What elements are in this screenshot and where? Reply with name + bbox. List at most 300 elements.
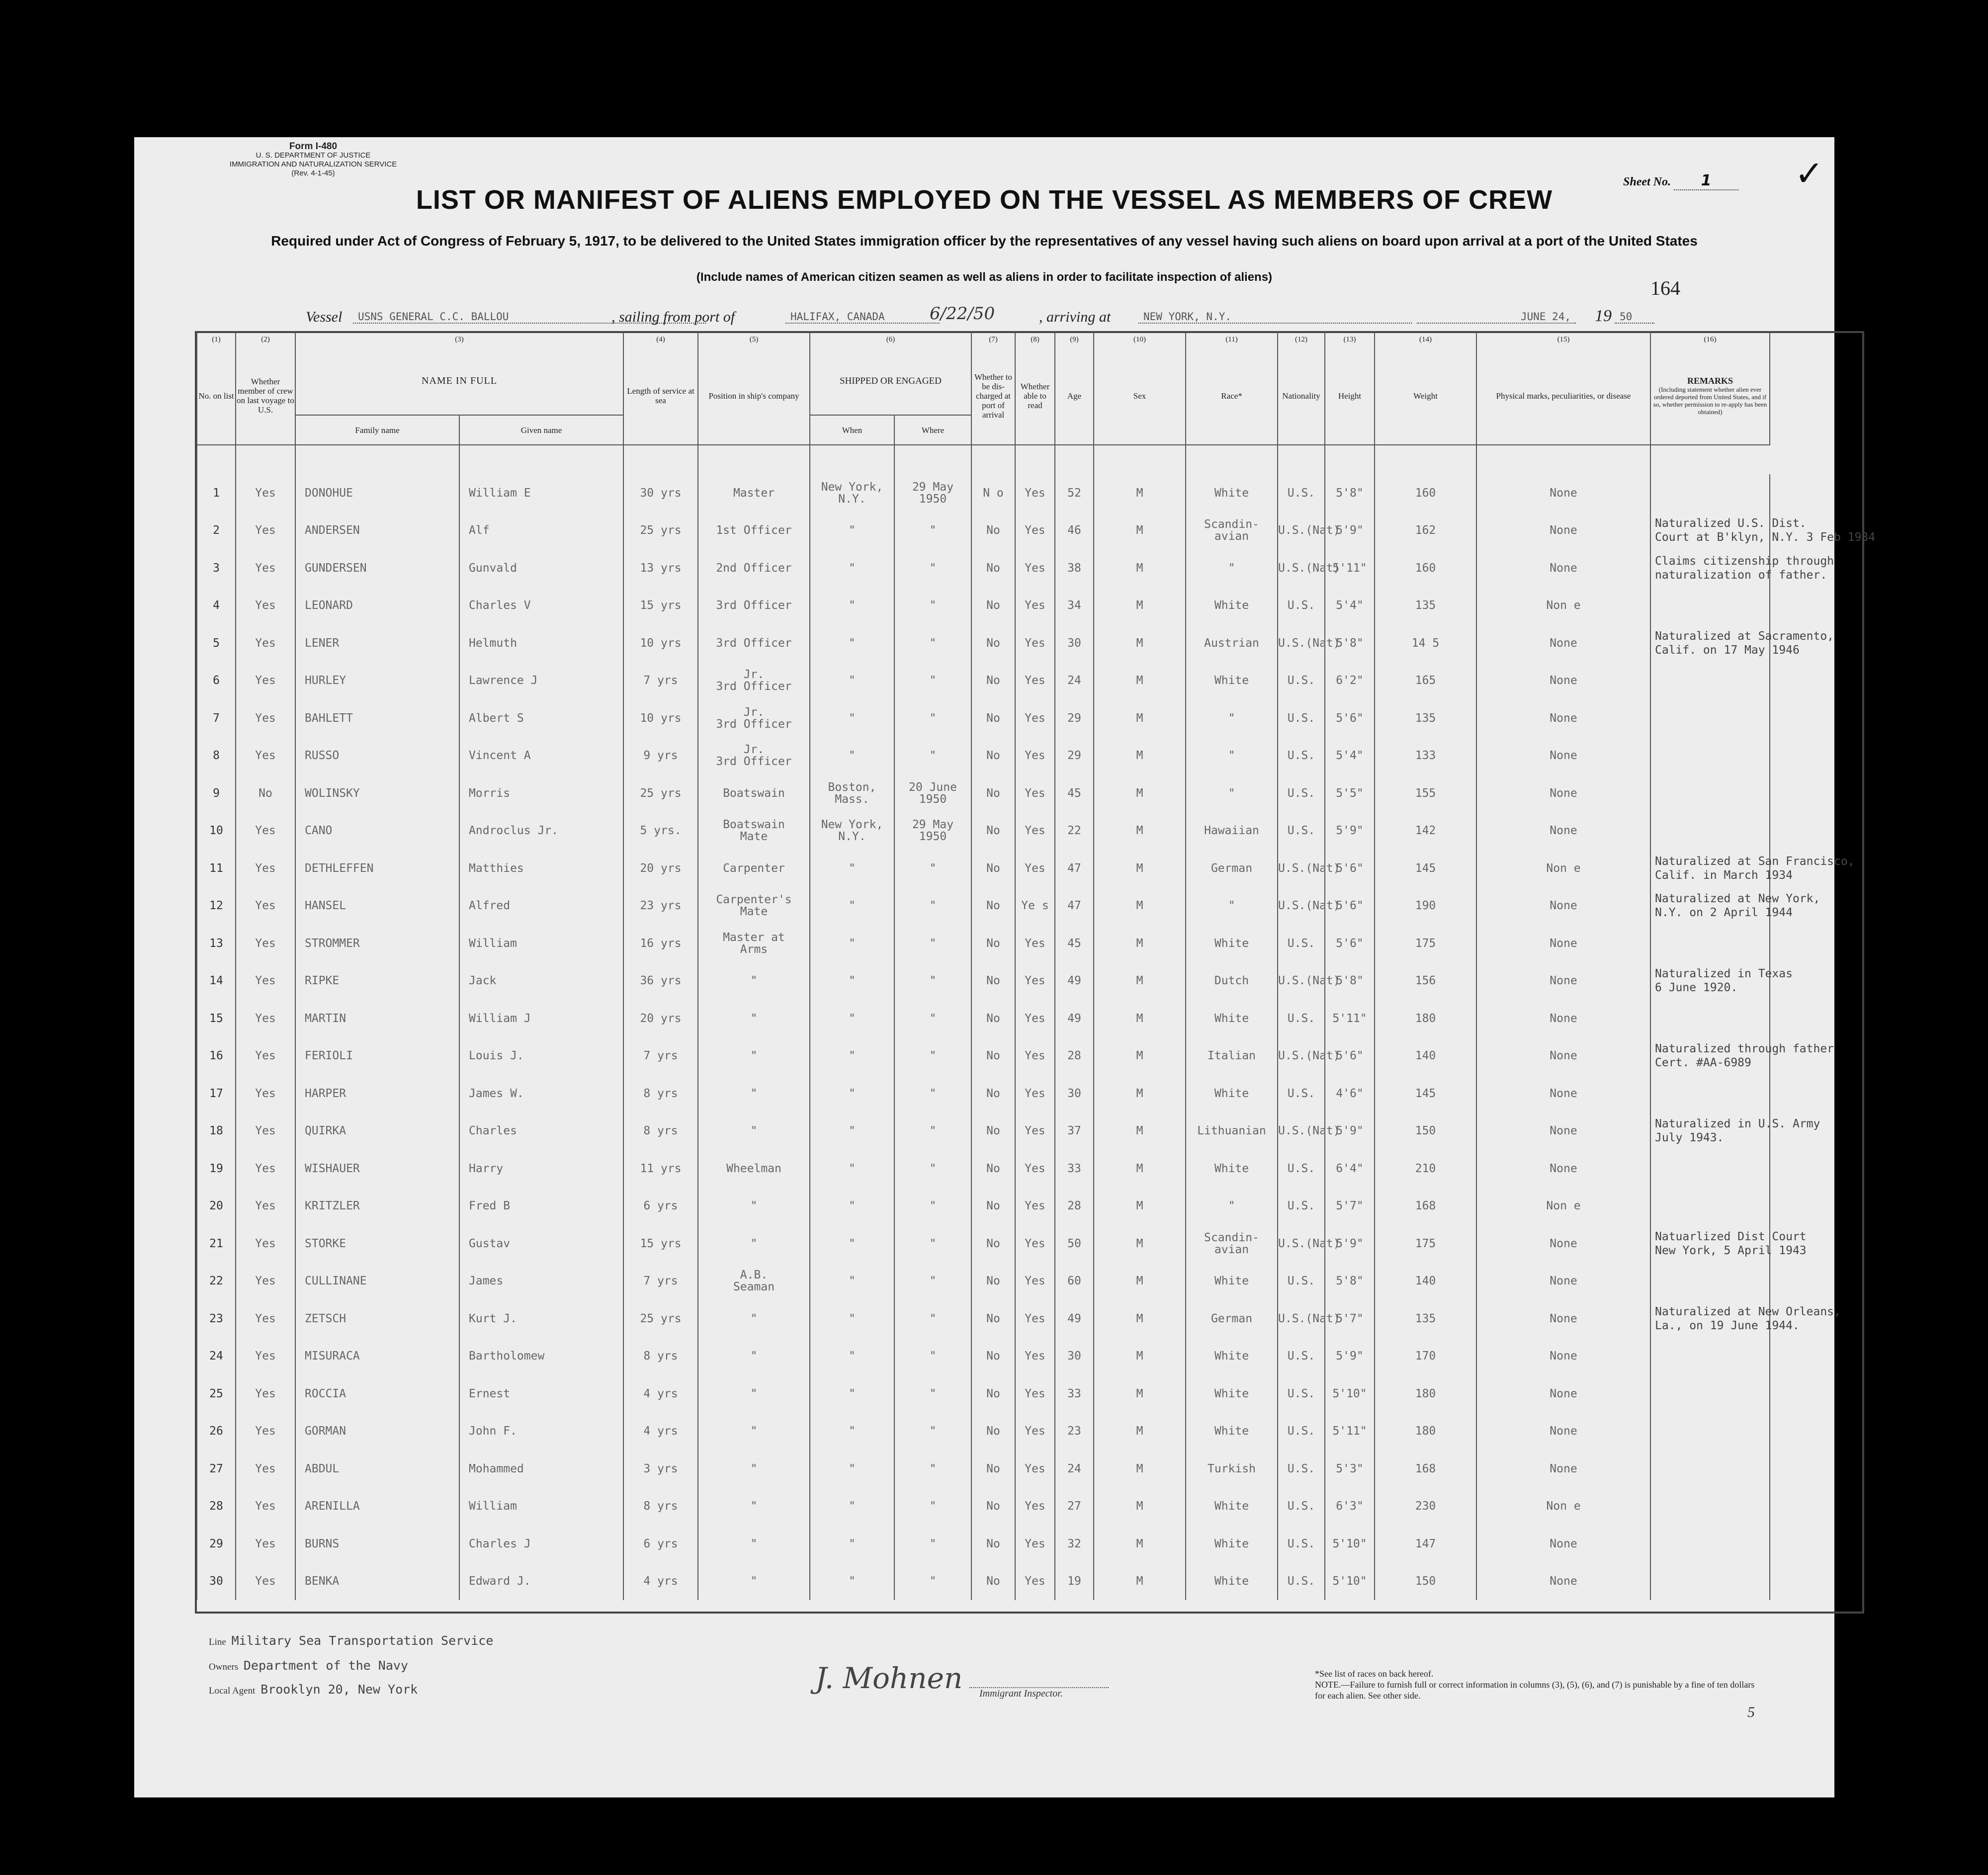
service-length-cell: 4 yrs [623, 1413, 698, 1450]
height-cell: 5'9" [1325, 1112, 1375, 1150]
col-num: (12) [1278, 332, 1325, 347]
nationality-cell: U.S.(Nat) [1278, 1037, 1325, 1075]
table-row [197, 699, 1770, 737]
header-physical-marks: Physical marks, peculiarities, or disease [1476, 347, 1650, 445]
header-family-name: Family name [295, 415, 459, 445]
physical-marks-cell: Non e [1476, 1188, 1650, 1225]
shipped-where-cell: " [894, 1525, 971, 1563]
nationality-cell: U.S. [1278, 774, 1325, 812]
age-cell: 30 [1055, 624, 1094, 662]
last-voyage-cell: Yes [236, 662, 295, 700]
footer-owners-value: Department of the Navy [243, 1658, 408, 1673]
shipped-when-cell: " [810, 549, 894, 587]
shipped-when-cell: " [810, 1450, 894, 1488]
shipped-where-cell: " [894, 1375, 971, 1413]
service-length-cell: 6 yrs [623, 1188, 698, 1225]
service-length-cell: 25 yrs [623, 512, 698, 550]
last-voyage-cell: Yes [236, 1375, 295, 1413]
position-cell: " [698, 1300, 810, 1338]
header-sex: Sex [1094, 347, 1186, 445]
remarks-cell: Naturalized in Texas 6 June 1920. [1650, 962, 1770, 1000]
family-name-cell: ARENILLA [295, 1488, 459, 1526]
race-cell: " [1186, 774, 1278, 812]
year-prefix: 19 [1595, 307, 1612, 325]
remarks-cell [1650, 1488, 1770, 1526]
weight-cell: 175 [1375, 1225, 1476, 1263]
height-cell: 5'6" [1325, 1037, 1375, 1075]
physical-marks-cell: None [1476, 1075, 1650, 1112]
weight-cell: 230 [1375, 1488, 1476, 1526]
table-row [197, 812, 1770, 850]
family-name-cell: DONOHUE [295, 474, 459, 512]
row-number: 29 [197, 1525, 236, 1563]
service-length-cell: 25 yrs [623, 1300, 698, 1338]
sheet-number-label: Sheet No. [1623, 175, 1671, 188]
shipped-where-cell: " [894, 1413, 971, 1450]
shipped-where-cell: " [894, 662, 971, 700]
header-remarks-note: (Including statement whether alien ever ordered deported from United States, and if so, whether permission to re-apply has been obtained) [1653, 385, 1767, 416]
physical-marks-cell: None [1476, 1413, 1650, 1450]
shipped-where-cell: " [894, 1075, 971, 1112]
given-name-cell: Alf [459, 512, 623, 550]
physical-marks-cell: None [1476, 1150, 1650, 1188]
row-number: 24 [197, 1338, 236, 1375]
age-cell: 49 [1055, 1300, 1094, 1338]
physical-marks-cell: None [1476, 549, 1650, 587]
discharged-cell: No [971, 699, 1015, 737]
age-cell: 23 [1055, 1413, 1094, 1450]
position-cell: Master [698, 474, 810, 512]
given-name-cell: Charles V [459, 587, 623, 625]
family-name-cell: HARPER [295, 1075, 459, 1112]
col-num: (6) [810, 332, 971, 347]
race-cell: White [1186, 474, 1278, 512]
row-number: 15 [197, 1000, 236, 1037]
sex-cell: M [1094, 1225, 1186, 1263]
row-number: 20 [197, 1188, 236, 1225]
service-length-cell: 7 yrs [623, 1037, 698, 1075]
race-cell: " [1186, 737, 1278, 775]
shipped-where-cell: 29 May 1950 [894, 474, 971, 512]
height-cell: 6'3" [1325, 1488, 1375, 1526]
nationality-cell: U.S. [1278, 1488, 1325, 1526]
weight-cell: 168 [1375, 1188, 1476, 1225]
physical-marks-cell: None [1476, 1300, 1650, 1338]
sex-cell: M [1094, 1338, 1186, 1375]
height-cell: 5'6" [1325, 887, 1375, 925]
shipped-when-cell: " [810, 624, 894, 662]
height-cell: 5'11" [1325, 1413, 1375, 1450]
able-to-read-cell: Yes [1015, 1525, 1055, 1563]
last-voyage-cell: Yes [236, 1188, 295, 1225]
header-remarks-title: REMARKS [1687, 375, 1733, 386]
able-to-read-cell: Yes [1015, 1450, 1055, 1488]
given-name-cell: William E [459, 474, 623, 512]
remarks-cell [1650, 1450, 1770, 1488]
race-cell: " [1186, 1188, 1278, 1225]
remarks-cell [1650, 587, 1770, 625]
discharged-cell: No [971, 1188, 1015, 1225]
col-num: (2) [236, 332, 295, 347]
able-to-read-cell: Yes [1015, 850, 1055, 887]
last-voyage-cell: Yes [236, 850, 295, 887]
remarks-cell [1650, 1188, 1770, 1225]
col-num: (5) [698, 332, 810, 347]
row-number: 27 [197, 1450, 236, 1488]
sex-cell: M [1094, 662, 1186, 700]
row-number: 10 [197, 812, 236, 850]
height-cell: 5'6" [1325, 925, 1375, 962]
col-num: (1) [197, 332, 236, 347]
shipped-where-cell: " [894, 587, 971, 625]
remarks-cell [1650, 812, 1770, 850]
table-row [197, 887, 1770, 925]
last-voyage-cell: Yes [236, 1563, 295, 1601]
check-mark-icon: ✓ [1795, 153, 1824, 194]
position-cell: " [698, 1075, 810, 1112]
service-length-cell: 20 yrs [623, 1000, 698, 1037]
position-cell: Jr. 3rd Officer [698, 737, 810, 775]
shipped-where-cell: " [894, 549, 971, 587]
discharged-cell: No [971, 925, 1015, 962]
family-name-cell: HURLEY [295, 662, 459, 700]
physical-marks-cell: Non e [1476, 850, 1650, 887]
form-service: IMMIGRATION AND NATURALIZATION SERVICE [229, 160, 397, 169]
physical-marks-cell: None [1476, 512, 1650, 550]
sex-cell: M [1094, 1037, 1186, 1075]
discharged-cell: No [971, 1112, 1015, 1150]
height-cell: 5'9" [1325, 1338, 1375, 1375]
row-number: 11 [197, 850, 236, 887]
physical-marks-cell: None [1476, 662, 1650, 700]
given-name-cell: William [459, 1488, 623, 1526]
sex-cell: M [1094, 474, 1186, 512]
discharged-cell: No [971, 774, 1015, 812]
able-to-read-cell: Yes [1015, 1375, 1055, 1413]
crew-table-body [197, 445, 1876, 1600]
shipped-where-cell: 29 May 1950 [894, 812, 971, 850]
shipped-where-cell: " [894, 1563, 971, 1601]
shipped-where-cell: " [894, 1225, 971, 1263]
age-cell: 33 [1055, 1150, 1094, 1188]
able-to-read-cell: Yes [1015, 1037, 1055, 1075]
shipped-where-cell: " [894, 1300, 971, 1338]
position-cell: " [698, 1037, 810, 1075]
able-to-read-cell: Yes [1015, 1563, 1055, 1601]
sex-cell: M [1094, 699, 1186, 737]
service-length-cell: 10 yrs [623, 624, 698, 662]
header-age: Age [1055, 347, 1094, 445]
discharged-cell: No [971, 1263, 1015, 1300]
row-number: 19 [197, 1150, 236, 1188]
col-num: (13) [1325, 332, 1375, 347]
race-cell: German [1186, 850, 1278, 887]
form-identifier [209, 142, 418, 178]
race-cell: White [1186, 662, 1278, 700]
shipped-where-cell: " [894, 737, 971, 775]
discharged-cell: No [971, 1037, 1015, 1075]
nationality-cell: U.S. [1278, 1525, 1325, 1563]
position-cell: " [698, 1338, 810, 1375]
last-voyage-cell: Yes [236, 1225, 295, 1263]
arrival-year: 50 [1615, 311, 1654, 324]
handwritten-date: 6/22/50 [930, 304, 995, 324]
family-name-cell: BURNS [295, 1525, 459, 1563]
shipped-when-cell: " [810, 662, 894, 700]
weight-cell: 135 [1375, 699, 1476, 737]
table-row [197, 624, 1770, 662]
age-cell: 30 [1055, 1075, 1094, 1112]
given-name-cell: Bartholomew [459, 1338, 623, 1375]
service-length-cell: 8 yrs [623, 1338, 698, 1375]
weight-cell: 147 [1375, 1525, 1476, 1563]
row-number: 4 [197, 587, 236, 625]
remarks-cell [1650, 1263, 1770, 1300]
discharged-cell: No [971, 887, 1015, 925]
physical-marks-cell: None [1476, 699, 1650, 737]
race-cell: Turkish [1186, 1450, 1278, 1488]
physical-marks-cell: None [1476, 737, 1650, 775]
nationality-cell: U.S. [1278, 1375, 1325, 1413]
weight-cell: 165 [1375, 662, 1476, 700]
able-to-read-cell: Yes [1015, 624, 1055, 662]
nationality-cell: U.S.(Nat) [1278, 624, 1325, 662]
shipped-when-cell: " [810, 1188, 894, 1225]
physical-marks-cell: None [1476, 887, 1650, 925]
race-cell: Italian [1186, 1037, 1278, 1075]
physical-marks-cell: None [1476, 474, 1650, 512]
physical-marks-cell: None [1476, 1037, 1650, 1075]
family-name-cell: GORMAN [295, 1413, 459, 1450]
row-number: 1 [197, 474, 236, 512]
remarks-cell [1650, 662, 1770, 700]
given-name-cell: Charles J [459, 1525, 623, 1563]
header-shipped-or-engaged: SHIPPED OR ENGAGED [810, 347, 971, 415]
shipped-when-cell: " [810, 587, 894, 625]
last-voyage-cell: Yes [236, 1413, 295, 1450]
height-cell: 5'10" [1325, 1525, 1375, 1563]
table-row [197, 962, 1770, 1000]
header-discharged: Whether to be dis-charged at port of arrival [971, 347, 1015, 445]
position-cell: 3rd Officer [698, 587, 810, 625]
physical-marks-cell: None [1476, 1563, 1650, 1601]
weight-cell: 135 [1375, 1300, 1476, 1338]
physical-marks-cell: None [1476, 925, 1650, 962]
col-num: (3) [295, 332, 623, 347]
service-length-cell: 25 yrs [623, 774, 698, 812]
able-to-read-cell: Yes [1015, 962, 1055, 1000]
shipped-when-cell: " [810, 1488, 894, 1526]
race-cell: " [1186, 699, 1278, 737]
race-cell: Hawaiian [1186, 812, 1278, 850]
able-to-read-cell: Yes [1015, 1338, 1055, 1375]
nationality-cell: U.S. [1278, 1450, 1325, 1488]
position-cell: " [698, 1188, 810, 1225]
sex-cell: M [1094, 850, 1186, 887]
last-voyage-cell: Yes [236, 549, 295, 587]
row-number: 3 [197, 549, 236, 587]
family-name-cell: ZETSCH [295, 1300, 459, 1338]
table-row [197, 1150, 1770, 1188]
service-length-cell: 4 yrs [623, 1375, 698, 1413]
given-name-cell: Fred B [459, 1188, 623, 1225]
able-to-read-cell: Yes [1015, 1188, 1055, 1225]
nationality-cell: U.S.(Nat) [1278, 512, 1325, 550]
family-name-cell: CULLINANE [295, 1263, 459, 1300]
height-cell: 5'11" [1325, 549, 1375, 587]
sex-cell: M [1094, 1375, 1186, 1413]
remarks-cell: Natuarlized Dist Court New York, 5 April 1943 [1650, 1225, 1770, 1263]
sex-cell: M [1094, 1075, 1186, 1112]
remarks-cell: Naturalized at New Orleans, La., on 19 June 1944. [1650, 1300, 1770, 1338]
header-given-name: Given name [459, 415, 623, 445]
page-title: LIST OR MANIFEST OF ALIENS EMPLOYED ON THE VESSEL AS MEMBERS OF CREW [416, 185, 1553, 215]
nationality-cell: U.S.(Nat) [1278, 962, 1325, 1000]
row-number: 12 [197, 887, 236, 925]
inspector-signature: J. Mohnen [815, 1661, 963, 1695]
given-name-cell: Alfred [459, 887, 623, 925]
height-cell: 5'5" [1325, 774, 1375, 812]
weight-cell: 142 [1375, 812, 1476, 850]
age-cell: 33 [1055, 1375, 1094, 1413]
position-cell: 1st Officer [698, 512, 810, 550]
age-cell: 29 [1055, 699, 1094, 737]
table-row [197, 1000, 1770, 1037]
shipped-where-cell: " [894, 1263, 971, 1300]
shipped-when-cell: " [810, 1263, 894, 1300]
remarks-cell [1650, 1338, 1770, 1375]
family-name-cell: FERIOLI [295, 1037, 459, 1075]
service-length-cell: 9 yrs [623, 737, 698, 775]
sex-cell: M [1094, 1488, 1186, 1526]
given-name-cell: Matthies [459, 850, 623, 887]
family-name-cell: HANSEL [295, 887, 459, 925]
family-name-cell: WISHAUER [295, 1150, 459, 1188]
position-cell: Jr. 3rd Officer [698, 662, 810, 700]
col-num: (10) [1094, 332, 1186, 347]
vessel-name: USNS GENERAL C.C. BALLOU [353, 311, 706, 324]
shipped-where-cell: " [894, 887, 971, 925]
nationality-cell: U.S. [1278, 587, 1325, 625]
discharged-cell: No [971, 1563, 1015, 1601]
discharged-cell: No [971, 1450, 1015, 1488]
given-name-cell: Albert S [459, 699, 623, 737]
weight-cell: 175 [1375, 925, 1476, 962]
service-length-cell: 8 yrs [623, 1488, 698, 1526]
shipped-when-cell: New York, N.Y. [810, 812, 894, 850]
physical-marks-cell: None [1476, 1450, 1650, 1488]
able-to-read-cell: Yes [1015, 662, 1055, 700]
service-length-cell: 16 yrs [623, 925, 698, 962]
discharged-cell: No [971, 1338, 1015, 1375]
height-cell: 5'7" [1325, 1188, 1375, 1225]
row-number: 28 [197, 1488, 236, 1526]
arriving-label: , arriving at [1039, 309, 1111, 325]
given-name-cell: James W. [459, 1075, 623, 1112]
last-voyage-cell: Yes [236, 1150, 295, 1188]
form-revision: (Rev. 4-1-45) [291, 169, 335, 177]
table-row [197, 1375, 1770, 1413]
page-subtitle: Required under Act of Congress of February 5, 1917, to be delivered to the United States immigration officer by the representatives of any vessel having such aliens on board upon arrival at a port of the United States [271, 233, 1698, 249]
footer-agent-value: Brooklyn 20, New York [260, 1682, 418, 1697]
shipped-where-cell: " [894, 1450, 971, 1488]
row-number: 17 [197, 1075, 236, 1112]
sex-cell: M [1094, 1563, 1186, 1601]
race-cell: Lithuanian [1186, 1112, 1278, 1150]
shipped-where-cell: " [894, 850, 971, 887]
position-cell: Carpenter's Mate [698, 887, 810, 925]
given-name-cell: Kurt J. [459, 1300, 623, 1338]
shipped-where-cell: " [894, 1037, 971, 1075]
nationality-cell: U.S.(Nat) [1278, 1112, 1325, 1150]
race-cell: White [1186, 1375, 1278, 1413]
sex-cell: M [1094, 925, 1186, 962]
shipped-when-cell: " [810, 1150, 894, 1188]
row-number: 26 [197, 1413, 236, 1450]
last-voyage-cell: Yes [236, 1300, 295, 1338]
shipped-when-cell: " [810, 699, 894, 737]
given-name-cell: Lawrence J [459, 662, 623, 700]
nationality-cell: U.S. [1278, 737, 1325, 775]
column-number-row [197, 332, 1770, 347]
remarks-cell: Naturalized at New York, N.Y. on 2 April 1944 [1650, 887, 1770, 925]
weight-cell: 180 [1375, 1000, 1476, 1037]
able-to-read-cell: Yes [1015, 1075, 1055, 1112]
remarks-cell [1650, 1000, 1770, 1037]
height-cell: 5'10" [1325, 1375, 1375, 1413]
physical-marks-cell: None [1476, 1225, 1650, 1263]
sex-cell: M [1094, 737, 1186, 775]
shipped-when-cell: " [810, 887, 894, 925]
last-voyage-cell: Yes [236, 1112, 295, 1150]
height-cell: 5'9" [1325, 512, 1375, 550]
last-voyage-cell: Yes [236, 474, 295, 512]
given-name-cell: Helmuth [459, 624, 623, 662]
service-length-cell: 7 yrs [623, 1263, 698, 1300]
inspector-label: Immigrant Inspector. [969, 1687, 1109, 1700]
weight-cell: 155 [1375, 774, 1476, 812]
last-voyage-cell: Yes [236, 1525, 295, 1563]
penalty-note: NOTE.—Failure to furnish full or correct information in columns (3), (5), (6), and (7) is punishable by a fine of ten dollars for each alien. See other side. [1315, 1680, 1755, 1701]
weight-cell: 145 [1375, 850, 1476, 887]
last-voyage-cell: Yes [236, 1450, 295, 1488]
last-voyage-cell: Yes [236, 812, 295, 850]
arrival-port: NEW YORK, N.Y. [1138, 311, 1412, 324]
height-cell: 5'8" [1325, 962, 1375, 1000]
shipped-when-cell: " [810, 1563, 894, 1601]
physical-marks-cell: Non e [1476, 1488, 1650, 1526]
position-cell: Wheelman [698, 1150, 810, 1188]
last-voyage-cell: Yes [236, 587, 295, 625]
crew-manifest-table [196, 332, 1876, 1600]
given-name-cell: James [459, 1263, 623, 1300]
header-nationality: Nationality [1278, 347, 1325, 445]
given-name-cell: Mohammed [459, 1450, 623, 1488]
row-number: 16 [197, 1037, 236, 1075]
remarks-cell [1650, 474, 1770, 512]
nationality-cell: U.S. [1278, 1413, 1325, 1450]
remarks-cell: Naturalized U.S. Dist. Court at B'klyn, N.Y. 3 Feb 1934 [1650, 512, 1770, 550]
race-cell: Scandin- avian [1186, 512, 1278, 550]
shipped-when-cell: " [810, 1000, 894, 1037]
position-cell: " [698, 1563, 810, 1601]
shipped-where-cell: " [894, 1112, 971, 1150]
position-cell: Carpenter [698, 850, 810, 887]
footer-owners [209, 1658, 408, 1673]
given-name-cell: Jack [459, 962, 623, 1000]
shipped-when-cell: " [810, 1037, 894, 1075]
footer-notes [1315, 1668, 1762, 1701]
